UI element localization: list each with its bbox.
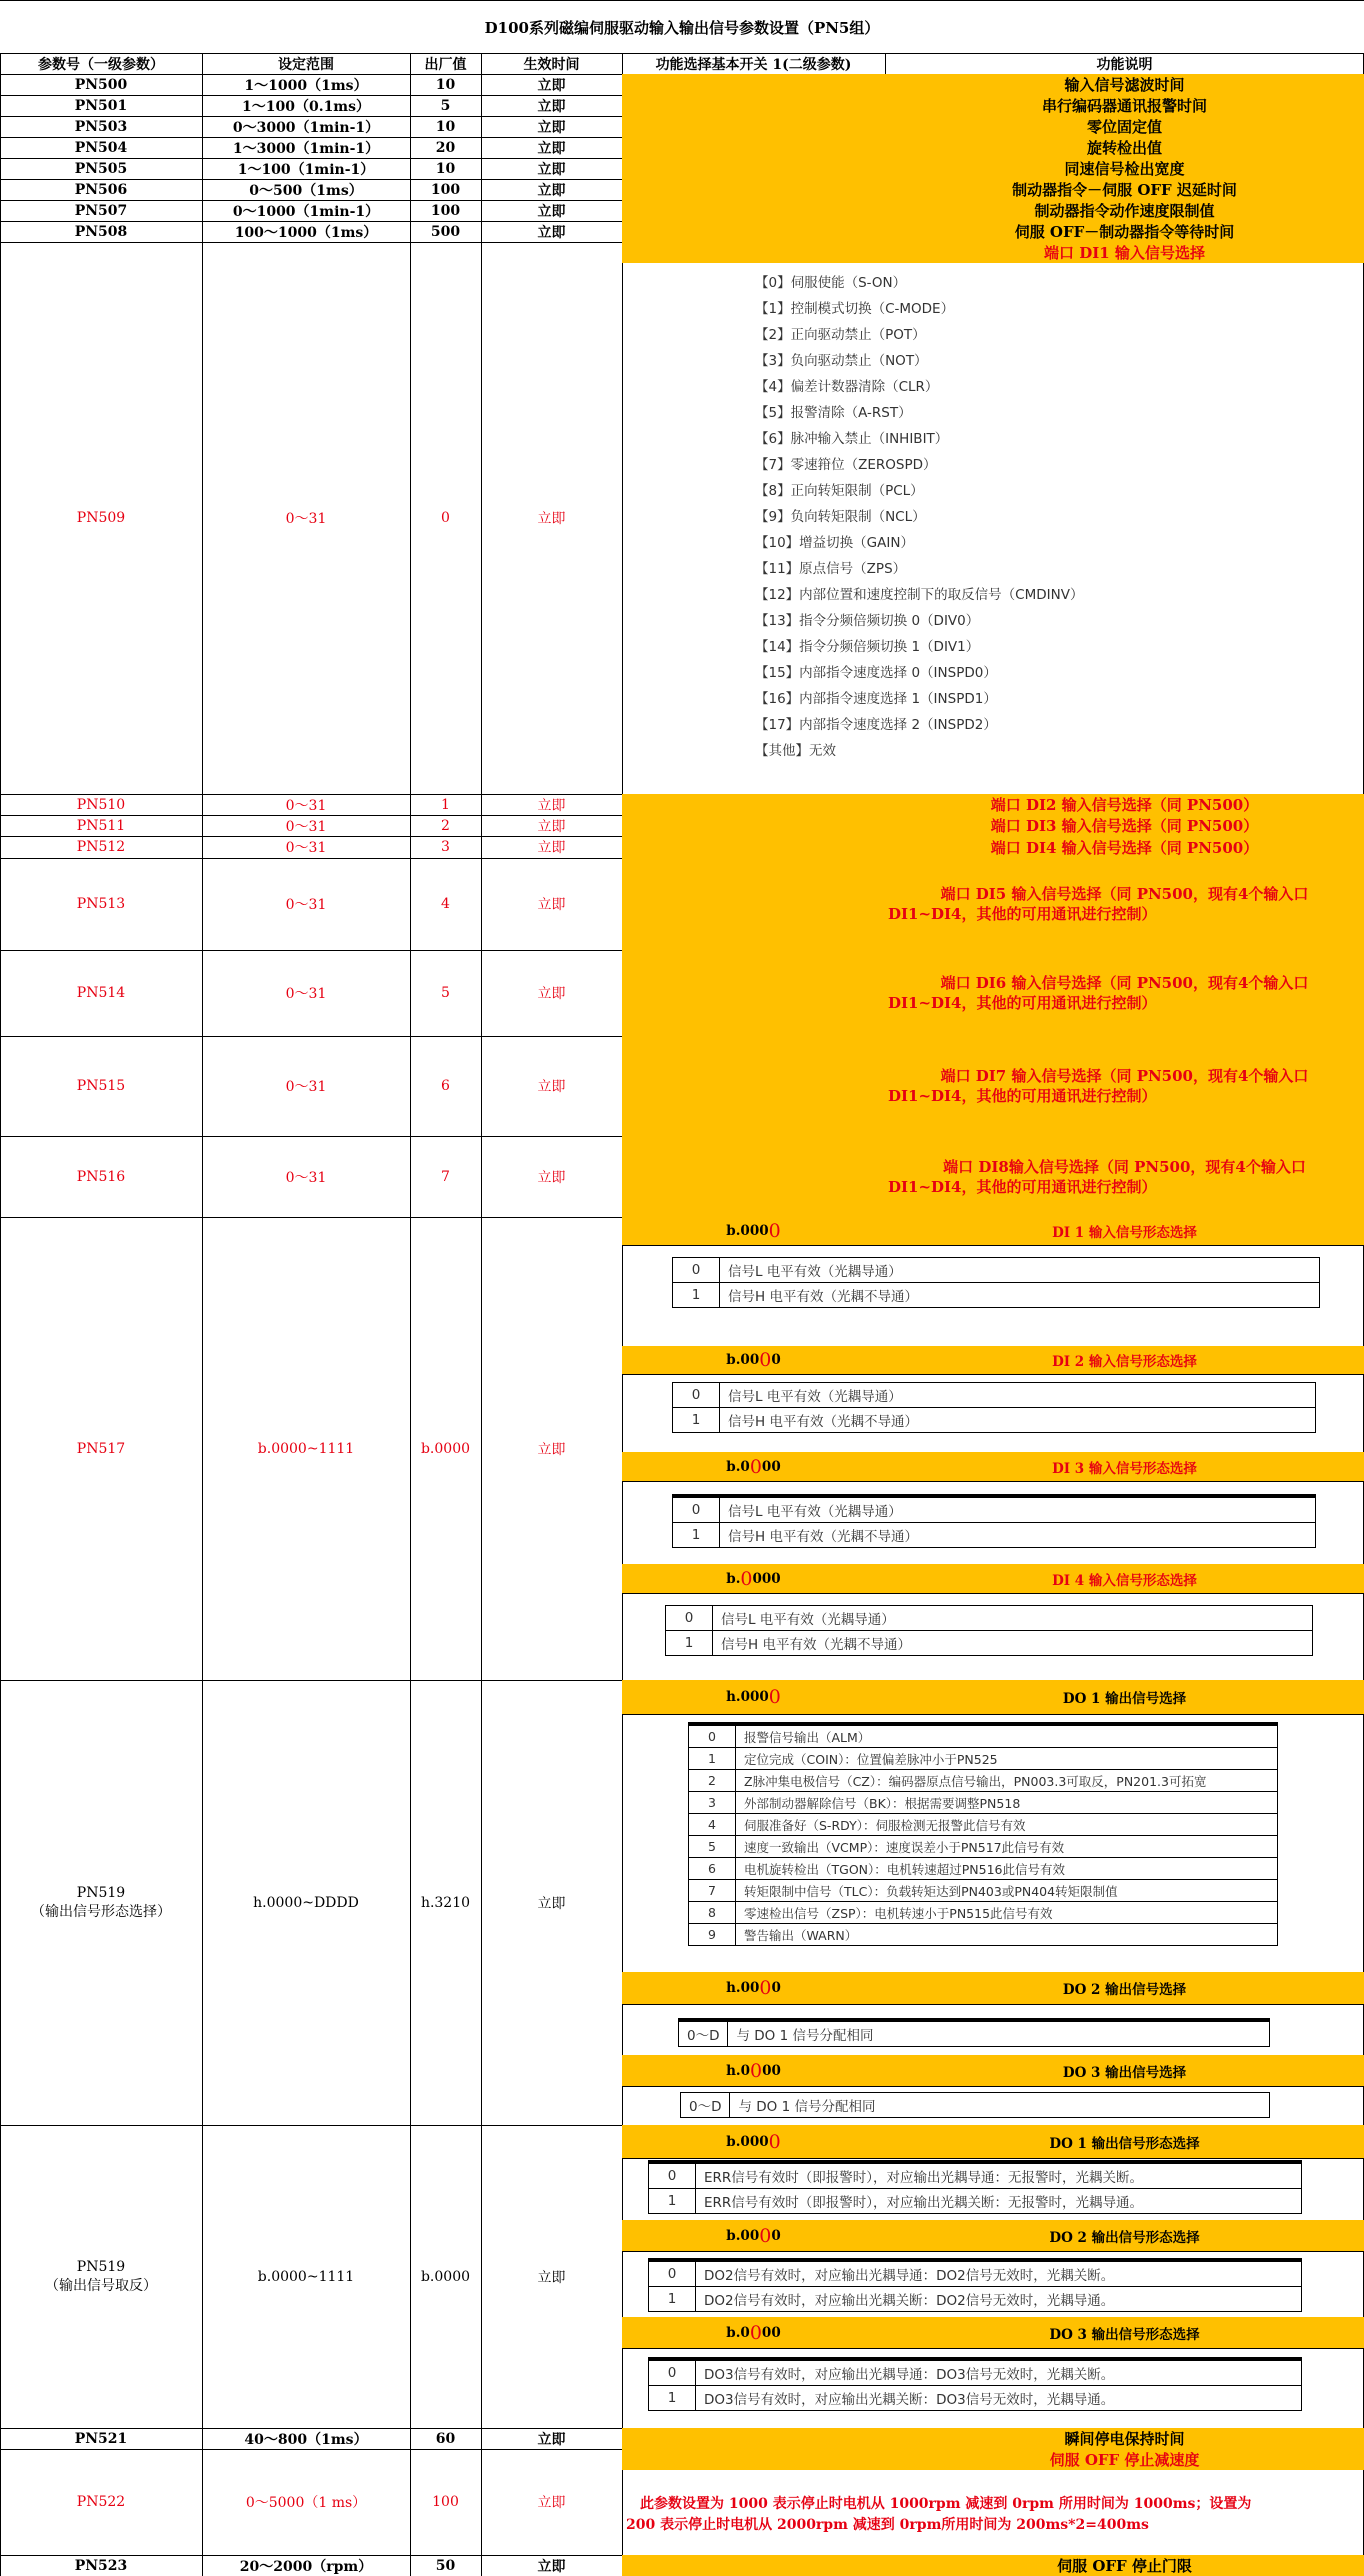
mini-code: 2 xyxy=(689,1770,736,1792)
option-code-suffix: 0 xyxy=(771,1980,781,1996)
mini-code: 0 xyxy=(689,1724,736,1748)
option-code xyxy=(622,2317,885,2348)
mini-text: 信号H 电平有效（光耦不导通） xyxy=(713,1631,1313,1656)
option-code-prefix: h.000 xyxy=(726,1689,769,1705)
mini-text: DO2信号有效时，对应输出光耦导通：DO2信号无效时，光耦关断。 xyxy=(696,2260,1302,2287)
param-effective: 立即 xyxy=(537,797,566,814)
function-desc: 端口 DI3 输入信号选择（同 PN500） xyxy=(990,817,1259,835)
param-default: 100 xyxy=(430,202,461,219)
param-default: 100 xyxy=(430,181,461,198)
mini-row xyxy=(679,2020,1270,2047)
mini-row xyxy=(673,1383,1316,1408)
mini-text: 速度一致输出（VCMP）：速度误差小于PN517此信号有效 xyxy=(736,1836,1278,1858)
function-desc: 旋转检出值 xyxy=(1086,139,1162,157)
function-desc: 瞬间停电保持时间 xyxy=(1064,2430,1185,2448)
param-no: PN514 xyxy=(76,985,126,1001)
header-col-4: 功能选择基本开关 1(二级参数) xyxy=(655,56,852,73)
mini-text: 零速检出信号（ZSP）：电机转速小于PN515此信号有效 xyxy=(736,1902,1278,1924)
h-line xyxy=(622,1374,1364,1375)
param-range: 1～100（1min-1） xyxy=(237,161,375,178)
mini-code: 0 xyxy=(649,2162,696,2189)
mini-text: 报警信号输出（ALM） xyxy=(736,1724,1278,1748)
param-effective: 立即 xyxy=(537,986,566,1002)
di-option-item: 【1】控制模式切换（C-MODE） xyxy=(755,301,955,317)
param-default: 0 xyxy=(441,510,450,526)
param-no: PN521 xyxy=(74,2430,128,2447)
param-range: 0～3000（1min-1） xyxy=(232,119,380,136)
mini-row xyxy=(649,2189,1302,2214)
di-option-item: 【13】指令分频倍频切换 0（DIV0） xyxy=(755,613,980,629)
param-effective: 立即 xyxy=(537,2269,566,2286)
mini-text: 警告输出（WARN） xyxy=(736,1924,1278,1946)
h-line xyxy=(622,1714,1364,1715)
option-code-digit: 0 xyxy=(749,2321,762,2344)
param-range: 0～31 xyxy=(285,840,327,856)
option-code-prefix: b.00 xyxy=(726,2227,760,2244)
param-effective: 立即 xyxy=(537,818,566,835)
di-option-item: 【10】增益切换（GAIN） xyxy=(755,535,914,551)
option-code-prefix: b.00 xyxy=(726,1352,760,1368)
function-desc: 同速信号检出宽度 xyxy=(1064,160,1185,178)
param-range: 40～800（1ms） xyxy=(244,2431,368,2448)
mini-row xyxy=(649,2287,1302,2312)
mini-text: Z脉冲集电极信号（CZ）：编码器原点信号输出，PN003.3可取反，PN201.3可拓宽 xyxy=(736,1770,1278,1792)
mini-row xyxy=(689,1770,1278,1792)
function-desc: 串行编码器通讯报警时间 xyxy=(1041,97,1207,115)
function-desc-line1: 端口 DI5 输入信号选择（同 PN500，现有4个输入口 xyxy=(940,885,1309,903)
param-no: PN505 xyxy=(74,160,128,177)
param-default: 5 xyxy=(440,97,451,114)
di-option-item: 【12】内部位置和速度控制下的取反信号（CMDINV） xyxy=(755,587,1084,603)
mini-row xyxy=(689,1902,1278,1924)
function-desc-line2: DI1~DI4，其他的可用通讯进行控制） xyxy=(888,1178,1157,1196)
param-no: PN513 xyxy=(76,896,126,912)
do-same-table xyxy=(680,2092,1270,2118)
function-desc: 伺服 OFF 停止门限 xyxy=(1057,2557,1192,2575)
mini-row xyxy=(673,1283,1320,1308)
option-title: DO 1 输出信号选择 xyxy=(1062,1691,1187,1707)
param-default: 500 xyxy=(430,223,461,240)
option-code-prefix: b. xyxy=(726,1570,741,1587)
function-desc: 端口 DI1 输入信号选择 xyxy=(1044,244,1205,262)
param-range: 0～31 xyxy=(285,818,327,835)
param-no: PN517 xyxy=(76,1440,126,1457)
mini-text: 伺服准备好（S-RDY）：伺服检测无报警此信号有效 xyxy=(736,1814,1278,1836)
param-range: 0～31 xyxy=(285,986,327,1002)
param-effective: 立即 xyxy=(537,897,566,913)
option-code-suffix: 0 xyxy=(771,2227,781,2244)
mini-code: 1 xyxy=(673,1283,720,1308)
mini-code: 0～D xyxy=(679,2020,728,2047)
param-default: 1 xyxy=(441,796,450,813)
param-default: 100 xyxy=(432,2494,459,2510)
mini-code: 8 xyxy=(689,1902,736,1924)
param-range: 0～31 xyxy=(285,511,327,527)
option-code xyxy=(622,1346,885,1374)
h-line xyxy=(622,2251,1364,2252)
param-effective: 立即 xyxy=(537,2558,566,2575)
mini-code: 4 xyxy=(689,1814,736,1836)
param-range: b.0000~1111 xyxy=(257,2268,355,2285)
di-option-item: 【0】伺服使能（S-ON） xyxy=(755,275,907,291)
option-code xyxy=(622,1680,885,1714)
param-effective: 立即 xyxy=(537,182,566,199)
do-form-table xyxy=(648,2258,1302,2312)
mini-code: 1 xyxy=(649,2189,696,2214)
h-line xyxy=(622,2004,1364,2005)
option-code-prefix: b.000 xyxy=(726,2133,769,2150)
function-desc: 零位固定值 xyxy=(1086,118,1162,136)
function-desc: 端口 DI4 输入信号选择（同 PN500） xyxy=(990,838,1259,857)
param-no: PN503 xyxy=(74,118,128,135)
mini-code: 0 xyxy=(673,1383,720,1408)
param-no: PN512 xyxy=(76,839,126,855)
do-same-table xyxy=(678,2018,1270,2047)
option-code-digit: 0 xyxy=(768,1220,781,1242)
param-default: 10 xyxy=(435,118,456,135)
param-effective: 立即 xyxy=(537,119,566,136)
header-col-2: 出厂值 xyxy=(424,56,467,73)
option-code-suffix: 000 xyxy=(752,1570,781,1587)
mini-text: 外部制动器解除信号（BK）：根据需要调整PN518 xyxy=(736,1792,1278,1814)
param-effective: 立即 xyxy=(537,161,566,178)
header-col-1: 设定范围 xyxy=(278,56,334,73)
function-desc-line1: 端口 DI8输入信号选择（同 PN500，现有4个输入口 xyxy=(943,1158,1306,1176)
param-range: 1～3000（1min-1） xyxy=(232,140,380,157)
param-default: b.0000 xyxy=(420,1440,471,1457)
param-no xyxy=(0,2125,202,2428)
option-code-suffix: 0 xyxy=(771,1352,781,1368)
option-title: DO 3 输出信号选择 xyxy=(1062,2064,1187,2081)
option-code-suffix: 00 xyxy=(761,2324,781,2341)
mini-text: 信号H 电平有效（光耦不导通） xyxy=(720,1408,1316,1433)
param-default: 6 xyxy=(441,1078,450,1094)
function-note-line1: 此参数设置为 1000 表示停止时电机从 1000rpm 减速到 0rpm 所用时间为 1000ms；设置为 xyxy=(640,2496,1252,2512)
param-range: 0～1000（1min-1） xyxy=(232,203,380,220)
mini-code: 1 xyxy=(689,1748,736,1770)
option-code-prefix: h.00 xyxy=(726,1980,760,1996)
param-default: h.3210 xyxy=(420,1894,471,1911)
param-no: PN515 xyxy=(76,1078,126,1094)
mini-row xyxy=(689,1814,1278,1836)
mini-row xyxy=(689,1924,1278,1946)
mini-code: 0 xyxy=(673,1496,720,1523)
do-form-title: DO 2 输出信号形态选择 xyxy=(1049,2229,1200,2246)
di-option-item: 【16】内部指令速度选择 1（INSPD1） xyxy=(755,691,997,707)
option-code-prefix: h.0 xyxy=(726,2062,751,2079)
di-option-item: 【6】脉冲输入禁止（INHIBIT） xyxy=(755,431,949,447)
h-line xyxy=(622,2158,1364,2159)
mini-code: 1 xyxy=(673,1523,720,1548)
option-code-suffix: 00 xyxy=(762,2062,781,2079)
function-desc: 端口 DI2 输入信号选择（同 PN500） xyxy=(990,796,1259,814)
param-range: 1～1000（1ms） xyxy=(244,77,368,94)
do-signal-table xyxy=(688,1722,1278,1946)
di-form-title: DI 3 输入信号形态选择 xyxy=(1052,1460,1197,1477)
param-range: 100～1000（1ms） xyxy=(234,224,378,241)
di-form-table xyxy=(672,1494,1316,1548)
di-option-item: 【2】正向驱动禁止（POT） xyxy=(755,327,926,343)
function-note-line2: 200 表示停止时电机从 2000rpm 减速到 0rpm所用时间为 200ms*2=400ms xyxy=(626,2517,1149,2533)
mini-row xyxy=(649,2359,1302,2386)
di-option-list xyxy=(755,270,1083,764)
function-desc-line2: DI1~DI4，其他的可用通讯进行控制） xyxy=(888,1087,1157,1105)
di-form-table xyxy=(672,1382,1316,1433)
param-no-sub: （输出信号取反） xyxy=(45,2277,157,2294)
mini-row xyxy=(689,1724,1278,1748)
di-form-table xyxy=(665,1605,1313,1656)
param-no: PN501 xyxy=(74,97,128,114)
option-code xyxy=(622,1972,885,2004)
param-default: 20 xyxy=(435,139,456,156)
param-no: PN508 xyxy=(74,223,128,240)
option-code xyxy=(622,1564,885,1593)
mini-text: 信号H 电平有效（光耦不导通） xyxy=(720,1283,1320,1308)
function-desc: 输入信号滤波时间 xyxy=(1064,76,1185,94)
param-effective: 立即 xyxy=(537,77,566,94)
param-default: 60 xyxy=(435,2430,456,2447)
mini-text: 信号H 电平有效（光耦不导通） xyxy=(720,1523,1316,1548)
mini-row xyxy=(689,1748,1278,1770)
do-form-table xyxy=(648,2357,1302,2411)
mini-text: 信号L 电平有效（光耦导通） xyxy=(720,1496,1316,1523)
param-default: 2 xyxy=(441,817,450,834)
option-code-digit: 0 xyxy=(749,1455,762,1478)
param-default: 4 xyxy=(441,896,450,912)
param-range: b.0000~1111 xyxy=(257,1440,355,1457)
param-effective: 立即 xyxy=(537,98,566,115)
mini-text: ERR信号有效时（即报警时），对应输出光耦关断：无报警时，光耦导通。 xyxy=(696,2189,1302,2214)
mini-row xyxy=(673,1496,1316,1523)
param-range: 0～31 xyxy=(285,1169,327,1186)
param-default: b.0000 xyxy=(420,2268,471,2285)
option-code-prefix: b.0 xyxy=(726,1458,750,1475)
param-no: PN510 xyxy=(76,796,126,813)
param-no: PN506 xyxy=(74,181,128,198)
param-range: 1～100（0.1ms） xyxy=(241,98,371,115)
di-form-title: DI 4 输入信号形态选择 xyxy=(1052,1572,1197,1589)
mini-code: 3 xyxy=(689,1792,736,1814)
di-form-title: DI 2 输入信号形态选择 xyxy=(1052,1354,1197,1370)
option-code xyxy=(622,2055,885,2086)
di-option-item: 【4】偏差计数器清除（CLR） xyxy=(755,379,939,395)
di-form-title: DI 1 输入信号形态选择 xyxy=(1052,1225,1197,1241)
option-code-digit: 0 xyxy=(759,1349,772,1371)
option-code-digit: 0 xyxy=(768,1686,781,1708)
param-effective: 立即 xyxy=(537,1895,566,1912)
option-code-digit: 0 xyxy=(740,1567,753,1590)
param-no xyxy=(0,1680,202,2125)
h-line xyxy=(622,2086,1364,2087)
h-line xyxy=(622,1245,1364,1246)
param-effective: 立即 xyxy=(537,224,566,241)
param-effective: 立即 xyxy=(537,840,566,856)
do-form-title: DO 1 输出信号形态选择 xyxy=(1049,2135,1200,2152)
function-desc-line2: DI1~DI4，其他的可用通讯进行控制） xyxy=(888,905,1157,923)
param-effective: 立即 xyxy=(537,2495,566,2511)
option-title: DO 2 输出信号选择 xyxy=(1062,1982,1187,1998)
option-code xyxy=(622,1452,885,1481)
sheet-title: D100系列磁编伺服驱动输入输出信号参数设置（PN5组） xyxy=(0,0,1364,53)
header-col-0: 参数号（一级参数） xyxy=(38,56,164,73)
mini-text: 与 DO 1 信号分配相同 xyxy=(730,2093,1270,2118)
do-form-table xyxy=(648,2160,1302,2214)
mini-code: 0 xyxy=(649,2260,696,2287)
param-default: 5 xyxy=(441,985,450,1001)
param-no: PN516 xyxy=(76,1168,126,1185)
mini-code: 5 xyxy=(689,1836,736,1858)
param-no: PN523 xyxy=(74,2557,128,2574)
di-option-item: 【9】负向转矩限制（NCL） xyxy=(755,509,926,525)
mini-row xyxy=(689,1836,1278,1858)
mini-row xyxy=(673,1408,1316,1433)
param-default: 10 xyxy=(435,160,456,177)
param-effective: 立即 xyxy=(537,2431,566,2448)
di-option-item: 【17】内部指令速度选择 2（INSPD2） xyxy=(755,717,997,733)
param-effective: 立即 xyxy=(537,1441,566,1458)
param-range: 0～31 xyxy=(285,797,327,814)
di-option-item: 【5】报警清除（A-RST） xyxy=(755,405,912,421)
param-range: 0～5000（1 ms） xyxy=(245,2495,367,2511)
mini-row xyxy=(649,2260,1302,2287)
header-col-3: 生效时间 xyxy=(523,56,580,73)
mini-row xyxy=(689,1792,1278,1814)
param-effective: 立即 xyxy=(537,511,566,527)
mini-text: DO3信号有效时，对应输出光耦导通：DO3信号无效时，光耦关断。 xyxy=(696,2359,1302,2386)
mini-row xyxy=(673,1258,1320,1283)
mini-text: 信号L 电平有效（光耦导通） xyxy=(720,1258,1320,1283)
h-line xyxy=(622,1481,1364,1482)
param-range: h.0000~DDDD xyxy=(253,1894,359,1911)
di-option-item: 【14】指令分频倍频切换 1（DIV1） xyxy=(755,639,980,655)
di-option-item: 【11】原点信号（ZPS） xyxy=(755,561,907,577)
mini-code: 0 xyxy=(666,1606,713,1631)
function-desc: 伺服 OFF－制动器指令等待时间 xyxy=(1014,223,1235,241)
h-line xyxy=(622,1593,1364,1594)
function-desc-line1: 端口 DI6 输入信号选择（同 PN500，现有4个输入口 xyxy=(940,974,1309,992)
di-option-item: 【7】零速箝位（ZEROSPD） xyxy=(755,457,937,473)
param-effective: 立即 xyxy=(537,1079,566,1095)
mini-code: 9 xyxy=(689,1924,736,1946)
option-code-suffix: 00 xyxy=(761,1458,781,1475)
mini-text: DO3信号有效时，对应输出光耦关断：DO3信号无效时，光耦导通。 xyxy=(696,2386,1302,2411)
param-default: 50 xyxy=(435,2557,456,2574)
mini-text: 电机旋转检出（TGON）：电机转速超过PN516此信号有效 xyxy=(736,1858,1278,1880)
option-code-prefix: b.000 xyxy=(726,1223,769,1239)
option-code xyxy=(622,2125,885,2158)
mini-text: 信号L 电平有效（光耦导通） xyxy=(713,1606,1313,1631)
do-form-title: DO 3 输出信号形态选择 xyxy=(1049,2326,1200,2343)
param-no: PN522 xyxy=(76,2494,126,2510)
param-default: 3 xyxy=(441,839,450,855)
param-no-text: PN519 xyxy=(76,1884,126,1901)
mini-text: 定位完成（COIN）：位置偏差脉冲小于PN525 xyxy=(736,1748,1278,1770)
param-range: 0～31 xyxy=(285,1079,327,1095)
di-option-item: 【15】内部指令速度选择 0（INSPD0） xyxy=(755,665,997,681)
option-code-prefix: b.0 xyxy=(726,2324,750,2341)
mini-row xyxy=(689,1858,1278,1880)
mini-code: 0～D xyxy=(681,2093,730,2118)
mini-code: 6 xyxy=(689,1858,736,1880)
param-no: PN511 xyxy=(76,817,126,834)
mini-row xyxy=(681,2093,1270,2118)
mini-text: DO2信号有效时，对应输出光耦关断：DO2信号无效时，光耦导通。 xyxy=(696,2287,1302,2312)
mini-row xyxy=(689,1880,1278,1902)
mini-text: 与 DO 1 信号分配相同 xyxy=(728,2020,1270,2047)
function-desc: 制动器指令－伺服 OFF 迟延时间 xyxy=(1012,181,1237,199)
di-form-table xyxy=(672,1257,1320,1308)
mini-code: 1 xyxy=(649,2287,696,2312)
di-option-item: 【3】负向驱动禁止（NOT） xyxy=(755,353,928,369)
mini-row xyxy=(666,1606,1313,1631)
param-no: PN504 xyxy=(74,139,128,156)
mini-code: 7 xyxy=(689,1880,736,1902)
option-code-digit: 0 xyxy=(759,2224,772,2247)
param-default: 7 xyxy=(441,1168,450,1185)
header-col-5: 功能说明 xyxy=(1096,56,1153,73)
function-desc-line2: DI1~DI4，其他的可用通讯进行控制） xyxy=(888,994,1157,1012)
param-range: 0～500（1ms） xyxy=(249,182,363,199)
option-code xyxy=(622,2220,885,2251)
mini-row xyxy=(649,2162,1302,2189)
mini-row xyxy=(666,1631,1313,1656)
param-no-text: PN519 xyxy=(76,2258,126,2275)
mini-text: 转矩限制中信号（TLC）：负载转矩达到PN403或PN404转矩限制值 xyxy=(736,1880,1278,1902)
h-line xyxy=(622,2348,1364,2349)
mini-code: 1 xyxy=(673,1408,720,1433)
option-code-digit: 0 xyxy=(768,2130,781,2153)
param-range: 0～31 xyxy=(285,897,327,913)
di-option-item: 【其他】无效 xyxy=(755,743,836,759)
mini-code: 0 xyxy=(673,1258,720,1283)
option-code-digit: 0 xyxy=(750,2059,763,2082)
param-effective: 立即 xyxy=(537,203,566,220)
mini-row xyxy=(649,2386,1302,2411)
function-desc: 伺服 OFF 停止减速度 xyxy=(1049,2451,1200,2469)
option-code-digit: 0 xyxy=(759,1977,772,1999)
mini-text: ERR信号有效时（即报警时），对应输出光耦导通：无报警时，光耦关断。 xyxy=(696,2162,1302,2189)
v-line xyxy=(622,53,623,2576)
function-desc: 制动器指令动作速度限制值 xyxy=(1034,202,1215,220)
param-no: PN507 xyxy=(74,202,128,219)
mini-text: 信号L 电平有效（光耦导通） xyxy=(720,1383,1316,1408)
mini-row xyxy=(673,1523,1316,1548)
mini-code: 0 xyxy=(649,2359,696,2386)
mini-code: 1 xyxy=(666,1631,713,1656)
param-no: PN509 xyxy=(76,510,126,526)
option-code xyxy=(622,1217,885,1245)
param-no-sub: （输出信号形态选择） xyxy=(31,1903,171,1920)
param-effective: 立即 xyxy=(537,1169,566,1186)
param-effective: 立即 xyxy=(537,140,566,157)
param-range: 20～2000（rpm） xyxy=(239,2558,373,2575)
mini-code: 1 xyxy=(649,2386,696,2411)
di-option-item: 【8】正向转矩限制（PCL） xyxy=(755,483,924,499)
param-no: PN500 xyxy=(74,76,128,93)
param-default: 10 xyxy=(435,76,456,93)
function-desc-line1: 端口 DI7 输入信号选择（同 PN500，现有4个输入口 xyxy=(940,1067,1309,1085)
